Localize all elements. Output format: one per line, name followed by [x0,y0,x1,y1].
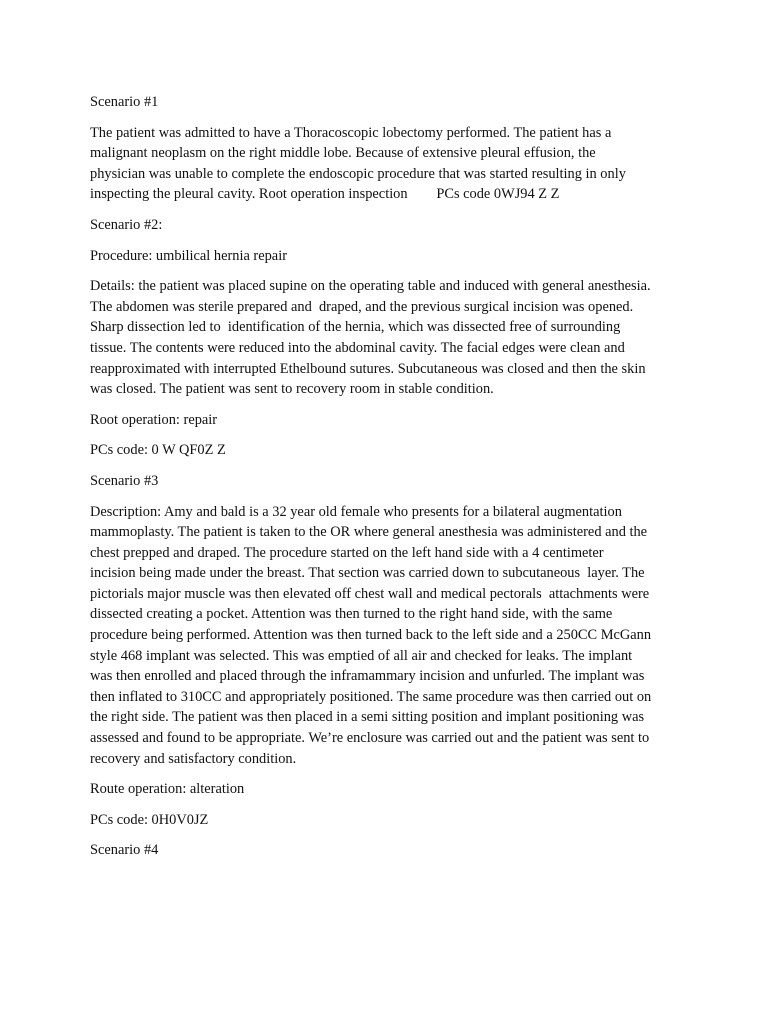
text-line: dissected creating a pocket. Attention was then turned to the right hand side, with the same [90,606,613,623]
document-paragraph [90,92,690,113]
text-line: Details: the patient was placed supine on the operating table and induced with general anesthesia. [90,278,651,295]
document-page [90,92,690,871]
text-line: style 468 implant was selected. This was emptied of all air and checked for leaks. The implant [90,647,633,664]
text-line: mammoplasty. The patient is taken to the OR where general anesthesia was administered and the [90,524,648,541]
text-line: malignant neoplasm on the right middle lobe. Because of extensive pleural effusion, the [90,145,596,162]
text-line: procedure being performed. Attention was then turned back to the left side and a 250CC McGann [90,627,652,644]
text-line: PCs code: 0 W QF0Z Z [90,442,226,459]
text-line: reapproximated with interrupted Ethelbound sutures. Subcutaneous was closed and then the skin [90,360,646,377]
text-line: tissue. The contents were reduced into the abdominal cavity. The facial edges were clean and [90,339,625,356]
text-line: Scenario #3 [90,472,159,489]
text-line: chest prepped and draped. The procedure started on the left hand side with a 4 centimeter [90,544,604,561]
document-paragraph [90,502,690,770]
text-line: Scenario #2: [90,216,163,233]
text-line: assessed and found to be appropriate. We’re enclosure was carried out and the patient was sent to [90,730,650,747]
document-paragraph [90,246,690,267]
text-line: Procedure: umbilical hernia repair [90,247,287,264]
document-paragraph [90,810,690,831]
document-paragraph [90,123,690,205]
text-line: Scenario #1 [90,94,159,110]
text-line: recovery and satisfactory condition. [90,750,297,767]
text-line: inspecting the pleural cavity. Root operation inspection PCs code 0WJ94 Z Z [90,186,560,203]
text-line: Route operation: alteration [90,781,245,798]
text-line: then inflated to 310CC and appropriately positioned. The same procedure was then carried out on [90,688,652,705]
document-paragraph [90,215,690,236]
text-line: Root operation: repair [90,411,218,428]
document-paragraph [90,410,690,431]
document-paragraph [90,440,690,461]
text-line: incision being made under the breast. That section was carried down to subcutaneous layer. The [90,565,645,582]
text-line: physician was unable to complete the endoscopic procedure that was started resulting in only [90,165,626,182]
text-line: The patient was admitted to have a Thoracoscopic lobectomy performed. The patient has a [90,124,612,141]
text-line: was closed. The patient was sent to recovery room in stable condition. [90,381,494,398]
text-line: the right side. The patient was then placed in a semi sitting position and implant positioning was [90,709,645,726]
text-line: Scenario #4 [90,842,159,859]
text-line: Sharp dissection led to identification of the hernia, which was dissected free of surrounding [90,319,621,336]
text-line: Description: Amy and bald is a 32 year old female who presents for a bilateral augmentation [90,503,622,520]
text-line: pictorials major muscle was then elevated off chest wall and medical pectorals attachments were [90,585,650,602]
text-line: PCs code: 0H0V0JZ [90,811,209,828]
text-line: The abdomen was sterile prepared and draped, and the previous surgical incision was opened. [90,298,634,315]
document-paragraph [90,840,690,861]
text-line: was then enrolled and placed through the inframammary incision and unfurled. The implant was [90,668,645,685]
document-paragraph [90,276,690,400]
document-paragraph [90,779,690,800]
document-paragraph [90,471,690,492]
